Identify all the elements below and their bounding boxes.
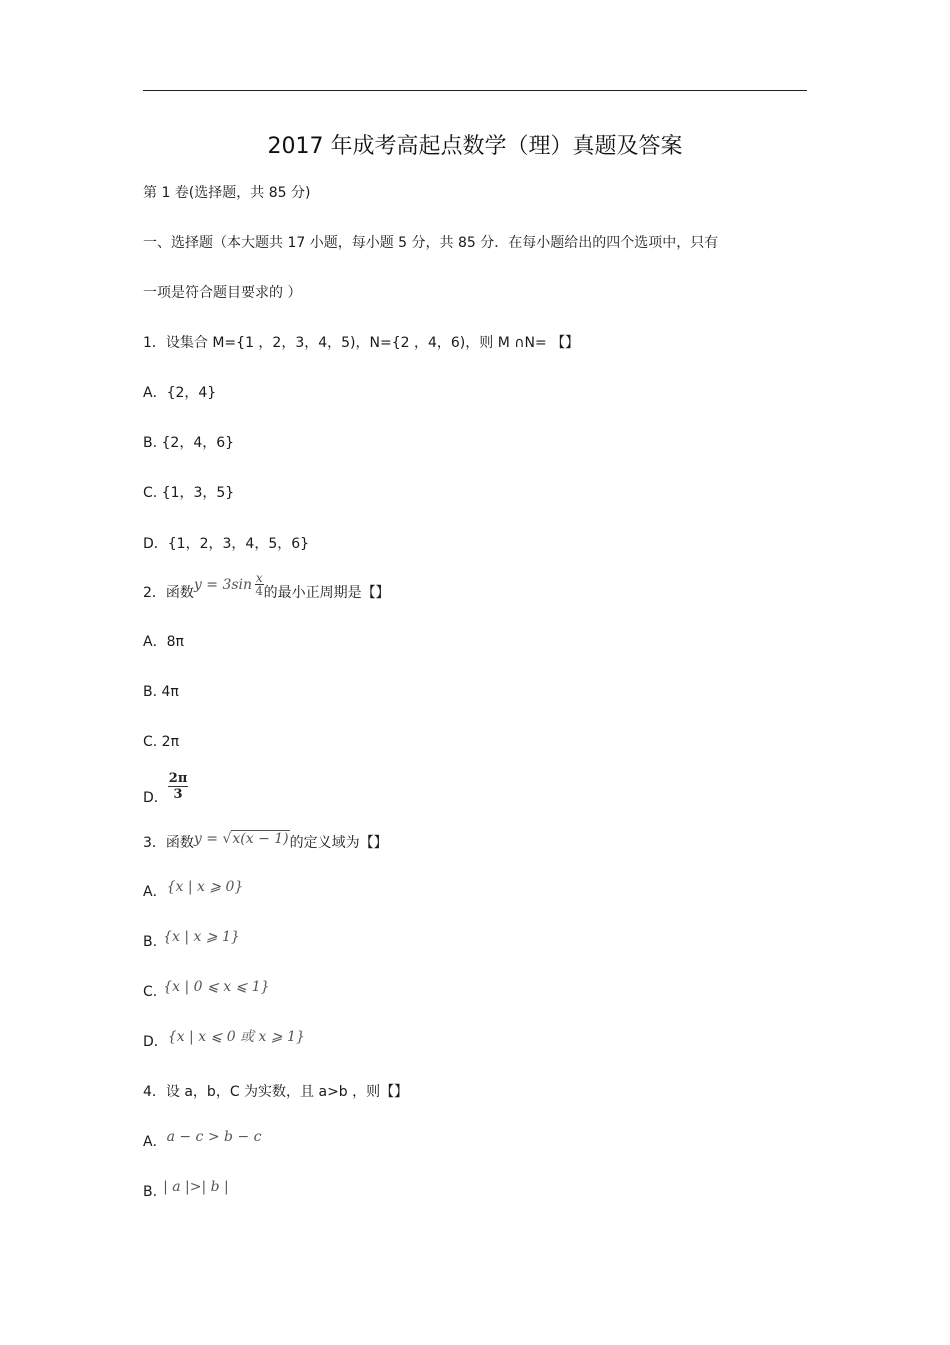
q1-option-d: D．{1，2，3，4，5，6} (143, 536, 310, 552)
q3-suffix: 的定义域为【】 (289, 835, 388, 851)
q2-frac-den: 4 (255, 584, 264, 598)
q1-stem: 1．设集合 M={1 ，2，3，4，5)，N={2 ，4，6)，则 M ∩N= 【】 (143, 335, 580, 351)
q3-option-c (143, 980, 270, 1000)
q2-frac-num: x (255, 571, 263, 585)
instructions-line-1: 一、选择题（本大题共 17 小题，每小题 5 分，共 85 分．在每小题给出的四个选项中，只有 (143, 235, 719, 251)
q1-option-b: B. {2，4，6} (143, 435, 235, 451)
q3-option-c-label: C. (143, 984, 158, 1000)
q2-formula-lhs: y = 3sin (193, 577, 253, 593)
q3-option-d (143, 1030, 305, 1050)
q3-option-d-math: {x | x ⩽ 0 或 x ⩾ 1} (167, 1029, 305, 1045)
q3-option-a (143, 880, 243, 900)
q2-option-d-num: 2π (168, 770, 188, 786)
q2-prefix: 2．函数 (143, 585, 194, 601)
q2-stem (143, 571, 390, 608)
q3-formula-radicand: x(x − 1) (232, 831, 289, 847)
document-title: 2017 年成考高起点数学（理）真题及答案 (267, 134, 683, 159)
q3-formula-lhs: y = (193, 831, 223, 847)
q4-option-b-label: B. (143, 1184, 158, 1200)
instructions-line-2: 一项是符合题目要求的 ） (143, 285, 302, 301)
q4-stem: 4．设 a，b，C 为实数，且 a>b ，则【】 (143, 1084, 409, 1100)
q3-stem (143, 833, 388, 853)
q3-option-b-math: {x | x ⩾ 1} (163, 929, 240, 945)
q3-option-b-label: B. (143, 934, 158, 950)
q2-suffix: 的最小正周期是【】 (263, 585, 390, 601)
q4-option-b (143, 1180, 229, 1200)
q3-option-a-label: A． (143, 884, 167, 900)
q1-option-a: A．{2，4} (143, 385, 217, 401)
q3-option-b (143, 930, 240, 950)
q2-option-d-fraction (168, 771, 189, 802)
q2-formula (193, 571, 264, 598)
q1-option-c: C. {1，3，5} (143, 485, 235, 501)
q3-option-a-math: {x | x ⩾ 0} (166, 879, 244, 895)
q3-option-c-math: {x | 0 ⩽ x ⩽ 1} (163, 979, 270, 995)
q4-option-a (143, 1130, 261, 1150)
q2-option-d-den: 3 (173, 786, 183, 802)
q4-option-a-label: A． (143, 1134, 167, 1150)
sqrt-icon: √ (222, 831, 232, 847)
q2-option-a: A．8π (143, 634, 184, 650)
q4-option-b-math: | a |>| b | (163, 1179, 229, 1195)
section-label: 第 1 卷(选择题，共 85 分) (143, 185, 311, 201)
q3-option-d-label: D． (143, 1034, 168, 1050)
q3-formula (194, 831, 290, 847)
q3-prefix: 3．函数 (143, 835, 194, 851)
q2-option-d (143, 770, 188, 806)
q2-option-d-label: D． (143, 790, 168, 806)
q2-option-b: B. 4π (143, 684, 179, 700)
q4-option-a-math: a − c > b − c (166, 1129, 262, 1145)
q2-formula-fraction (255, 572, 264, 598)
q2-option-c: C. 2π (143, 734, 180, 750)
header-rule (143, 90, 807, 91)
